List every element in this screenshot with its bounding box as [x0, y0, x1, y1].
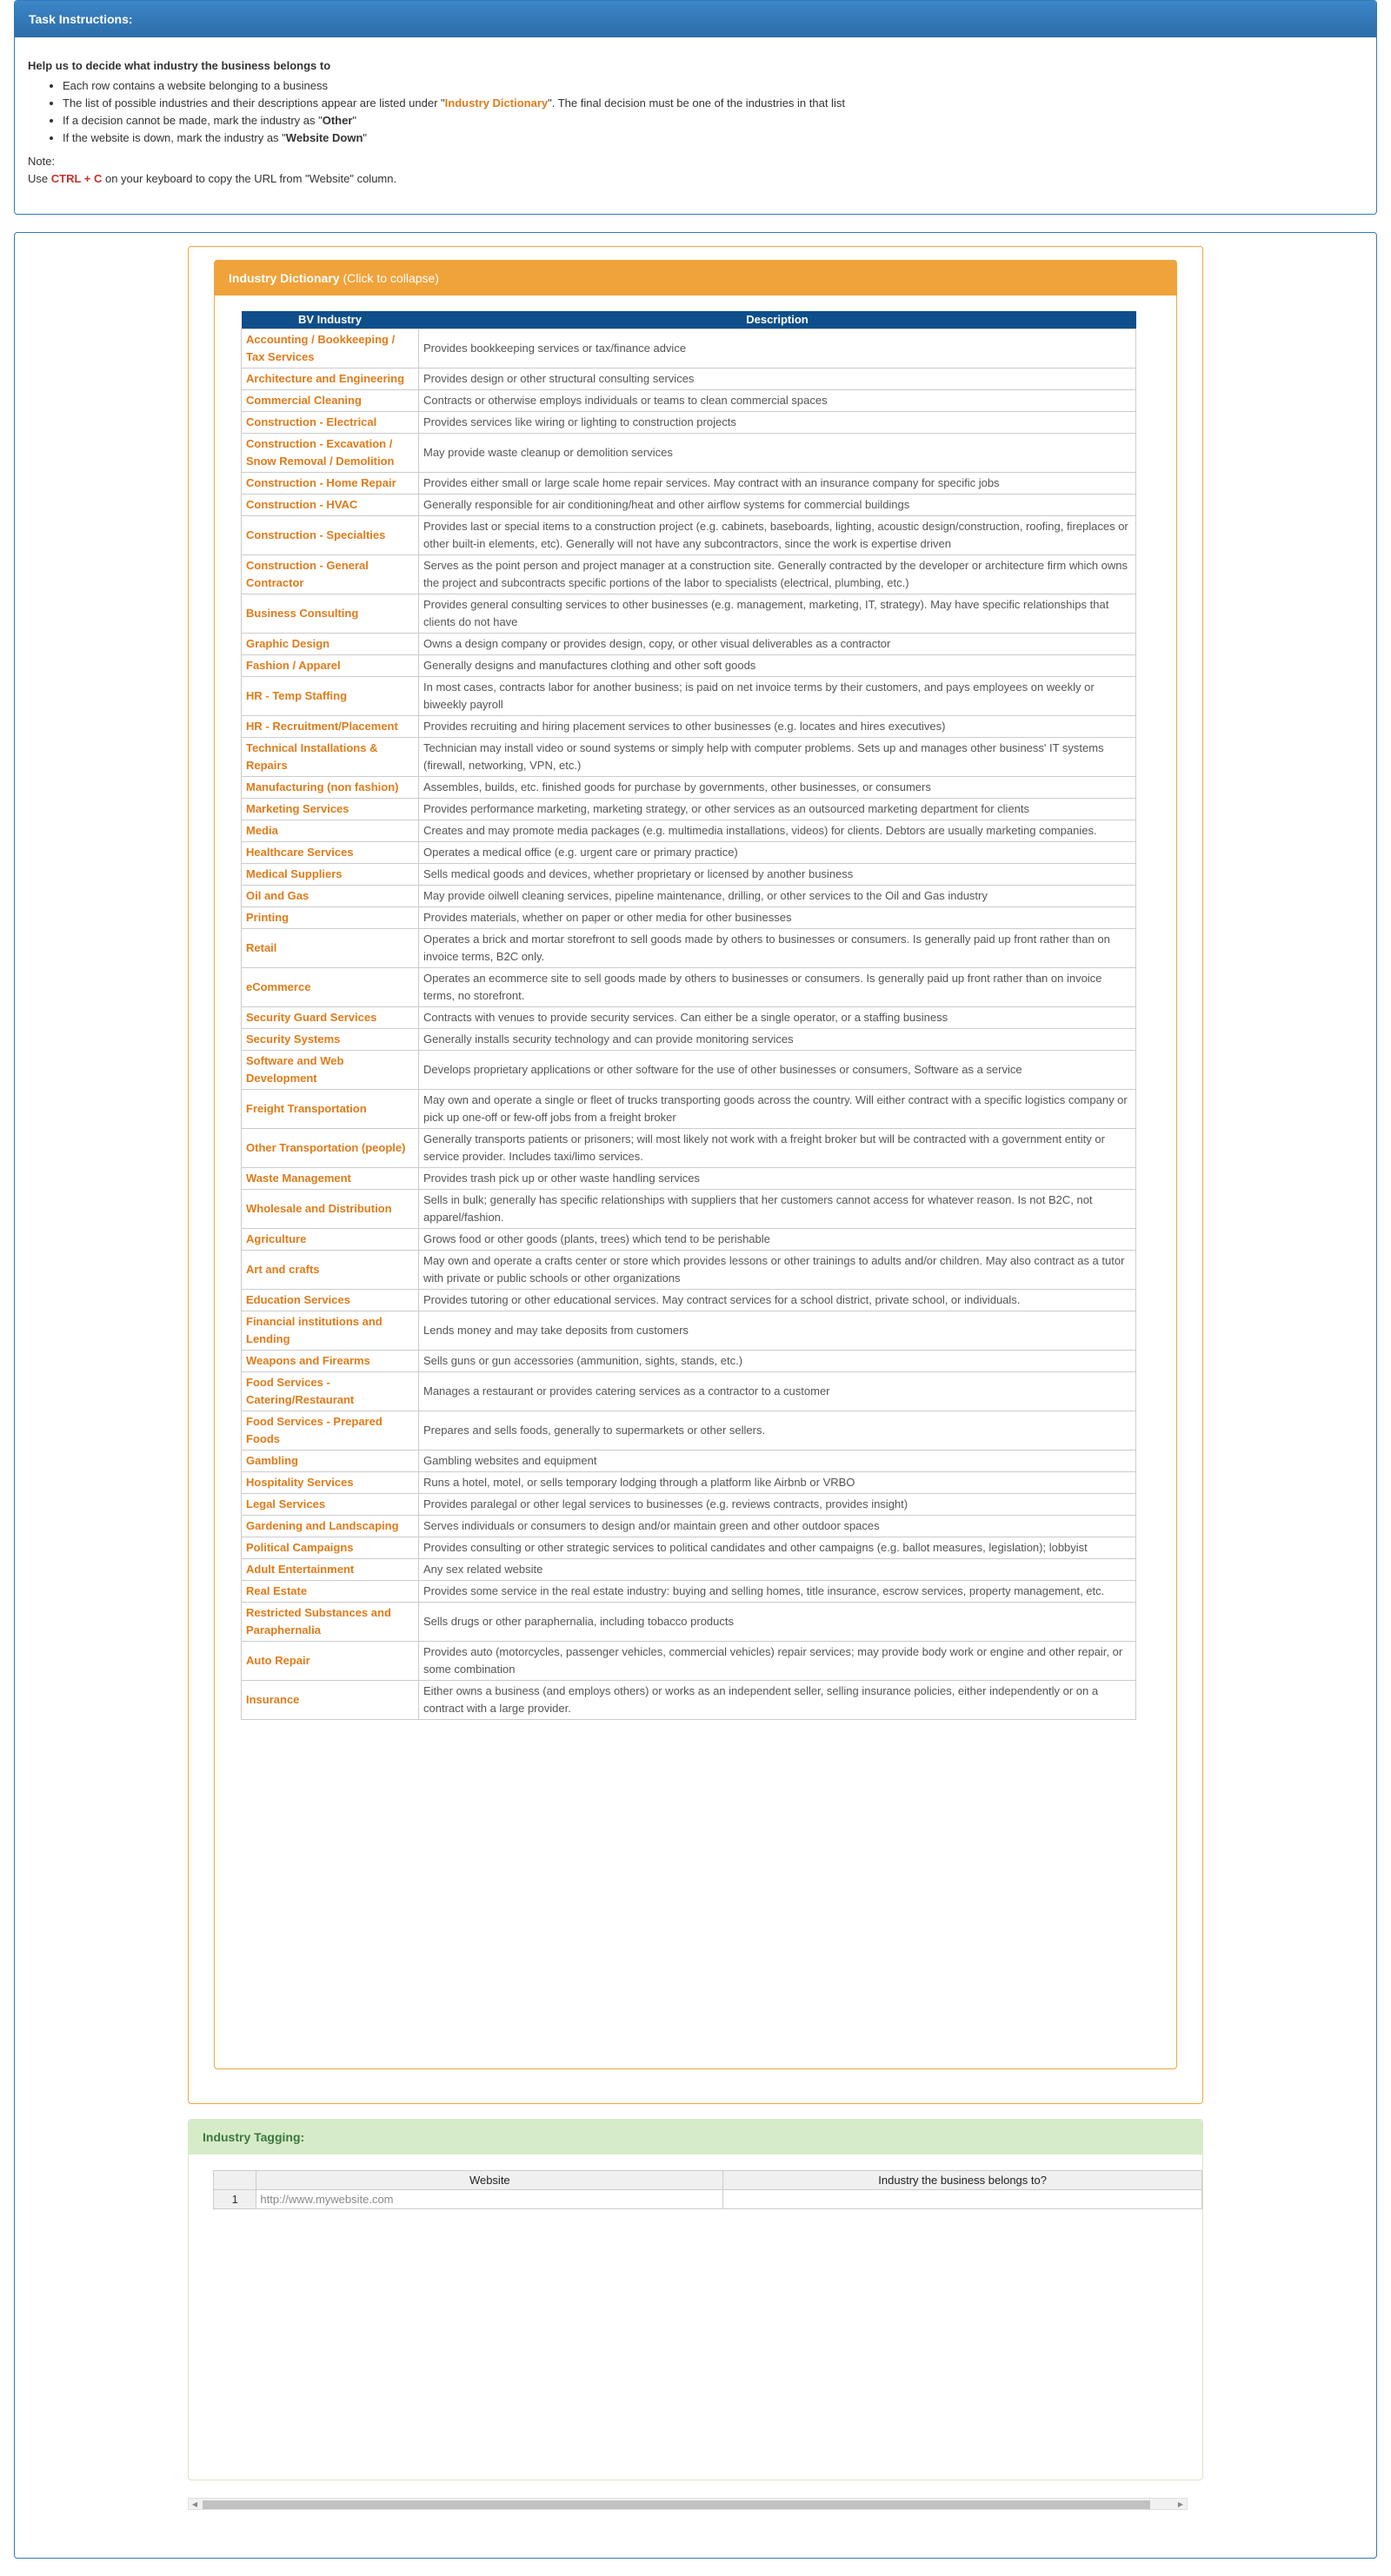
dictionary-industry-name: Healthcare Services — [242, 841, 419, 863]
dictionary-industry-description: Provides general consulting services to other businesses (e.g. management, marketing, IT, strategy). May have specific relationships that clients do not have — [419, 594, 1136, 633]
dictionary-industry-name: Medical Suppliers — [242, 863, 419, 885]
dictionary-row — [242, 554, 1136, 594]
dictionary-industry-description: Serves as the point person and project manager at a construction site. Generally contracted by the developer or architecture firm which owns the project and subcontracts specific portions of the labor to specialists (electrical, plumbing, etc.) — [419, 554, 1136, 594]
other-keyword: Other — [322, 114, 353, 127]
col-header-industry-belongs: Industry the business belongs to? — [723, 2171, 1202, 2190]
dictionary-industry-name: HR - Temp Staffing — [242, 676, 419, 715]
dictionary-industry-description: Lends money and may take deposits from customers — [419, 1311, 1136, 1350]
dictionary-row — [242, 1350, 1136, 1371]
dictionary-row — [242, 329, 1136, 368]
help-title: Help us to decide what industry the business belongs to — [28, 59, 331, 72]
dictionary-industry-description: Provides bookkeeping services or tax/finance advice — [419, 329, 1136, 368]
dictionary-industry-name: Technical Installations & Repairs — [242, 737, 419, 776]
dictionary-industry-description: Runs a hotel, motel, or sells temporary lodging through a platform like Airbnb or VRBO — [419, 1471, 1136, 1493]
dictionary-row — [242, 676, 1136, 715]
dictionary-industry-name: Construction - HVAC — [242, 494, 419, 515]
dictionary-industry-name: Software and Web Development — [242, 1050, 419, 1089]
dictionary-row — [242, 776, 1136, 798]
dictionary-row — [242, 1471, 1136, 1493]
instruction-item: • If the website is down, mark the industry as "Website Down" — [63, 129, 1363, 147]
dictionary-row — [242, 411, 1136, 433]
dictionary-row — [242, 885, 1136, 906]
dictionary-industry-description: Serves individuals or consumers to design and/or maintain green and other outdoor spaces — [419, 1515, 1136, 1537]
dictionary-row — [242, 1641, 1136, 1680]
instruction-item: • Each row contains a website belonging to a business — [63, 77, 1363, 95]
dictionary-industry-name: Legal Services — [242, 1493, 419, 1515]
dictionary-row — [242, 798, 1136, 820]
dictionary-row — [242, 1028, 1136, 1050]
grid-corner — [214, 2171, 256, 2190]
dictionary-industry-name: Political Campaigns — [242, 1537, 419, 1558]
dictionary-industry-name: Business Consulting — [242, 594, 419, 633]
dictionary-industry-name: Real Estate — [242, 1580, 419, 1602]
scrollbar-track[interactable] — [188, 2498, 1188, 2510]
dictionary-industry-description: Provides materials, whether on paper or other media for other businesses — [419, 906, 1136, 928]
dictionary-industry-name: Security Systems — [242, 1028, 419, 1050]
dictionary-row — [242, 1515, 1136, 1537]
dictionary-row — [242, 1128, 1136, 1167]
task-instructions-header: Task Instructions: — [15, 1, 1376, 37]
dictionary-industry-name: Restricted Substances and Paraphernalia — [242, 1602, 419, 1641]
dictionary-industry-name: Graphic Design — [242, 633, 419, 654]
dictionary-row — [242, 1558, 1136, 1580]
dictionary-industry-name: Art and crafts — [242, 1250, 419, 1289]
dictionary-row — [242, 1189, 1136, 1228]
col-header-website: Website — [256, 2171, 723, 2190]
dictionary-industry-name: Construction - Specialties — [242, 515, 419, 554]
instruction-item: • If a decision cannot be made, mark the industry as "Other" — [63, 112, 1363, 129]
dictionary-industry-name: Food Services - Catering/Restaurant — [242, 1371, 419, 1411]
dictionary-industry-name: Accounting / Bookkeeping / Tax Services — [242, 329, 419, 368]
dictionary-row — [242, 1411, 1136, 1450]
dictionary-industry-description: Contracts with venues to provide security services. Can either be a single operator, or a staffing business — [419, 1006, 1136, 1028]
dictionary-industry-description: Owns a design company or provides design, copy, or other visual deliverables as a contractor — [419, 633, 1136, 654]
dictionary-row — [242, 1089, 1136, 1128]
dictionary-industry-description: Provides auto (motorcycles, passenger vehicles, commercial vehicles) repair services; may provide body work or engine and other repair, or some combination — [419, 1641, 1136, 1680]
industry-tagging-header: Industry Tagging: — [189, 2120, 1202, 2154]
dictionary-row — [242, 1167, 1136, 1189]
dictionary-row — [242, 1289, 1136, 1311]
dictionary-industry-name: Freight Transportation — [242, 1089, 419, 1128]
dictionary-row — [242, 389, 1136, 411]
dictionary-industry-description: Either owns a business (and employs others) or works as an independent seller, selling insurance policies, either independently or on a contract with a large provider. — [419, 1680, 1136, 1719]
dictionary-industry-description: May provide oilwell cleaning services, pipeline maintenance, drilling, or other services to the Oil and Gas industry — [419, 885, 1136, 906]
dictionary-industry-name: Other Transportation (people) — [242, 1128, 419, 1167]
dictionary-industry-description: Develops proprietary applications or other software for the use of other businesses or consumers, Software as a service — [419, 1050, 1136, 1089]
dictionary-industry-name: Agriculture — [242, 1228, 419, 1250]
dictionary-industry-description: Generally responsible for air conditioning/heat and other airflow systems for commercial buildings — [419, 494, 1136, 515]
dictionary-row — [242, 1371, 1136, 1411]
dictionary-industry-description: Provides design or other structural consulting services — [419, 368, 1136, 389]
dictionary-industry-name: Auto Repair — [242, 1641, 419, 1680]
instructions-list — [28, 77, 1363, 147]
col-header-industry: BV Industry — [242, 311, 419, 329]
dictionary-industry-description: Generally transports patients or prisoners; will most likely not work with a freight broker but will be contracted with a government entity or service provider. Includes taxi/limo services. — [419, 1128, 1136, 1167]
dictionary-industry-description: Provides some service in the real estate industry: buying and selling homes, title insurance, escrow services, property management, etc. — [419, 1580, 1136, 1602]
dictionary-industry-name: HR - Recruitment/Placement — [242, 715, 419, 737]
dictionary-industry-name: Construction - Electrical — [242, 411, 419, 433]
dictionary-industry-description: Provides tutoring or other educational services. May contract services for a school district, private school, or individuals. — [419, 1289, 1136, 1311]
industry-dictionary-panel — [214, 260, 1177, 2069]
dictionary-industry-name: Oil and Gas — [242, 885, 419, 906]
dictionary-row — [242, 654, 1136, 676]
dictionary-industry-description: Any sex related website — [419, 1558, 1136, 1580]
dictionary-industry-name: Construction - General Contractor — [242, 554, 419, 594]
dictionary-industry-name: Weapons and Firearms — [242, 1350, 419, 1371]
note-text: Use CTRL + C on your keyboard to copy the URL from "Website" column. — [28, 172, 397, 185]
dictionary-industry-description: Operates an ecommerce site to sell goods made by others to businesses or consumers. Is generally paid up front rather than on invoice terms, no storefront. — [419, 967, 1136, 1006]
tagging-grid — [213, 2170, 1202, 2209]
dictionary-row — [242, 433, 1136, 472]
dictionary-industry-description: Sells drugs or other paraphernalia, including tobacco products — [419, 1602, 1136, 1641]
tagging-row — [214, 2190, 1202, 2209]
website-down-keyword: Website Down — [285, 131, 363, 144]
dictionary-row — [242, 967, 1136, 1006]
col-header-description: Description — [419, 311, 1136, 329]
dictionary-row — [242, 594, 1136, 633]
dictionary-industry-description: May own and operate a single or fleet of trucks transporting goods across the country. Will either contract with a specific logistics company or pick up one-off or few-off jobs from a freight broker — [419, 1089, 1136, 1128]
dictionary-industry-description: Prepares and sells foods, generally to supermarkets or other sellers. — [419, 1411, 1136, 1450]
dictionary-industry-name: Adult Entertainment — [242, 1558, 419, 1580]
dictionary-industry-description: May own and operate a crafts center or store which provides lessons or other trainings to adults and/or children. May also contract as a tutor with private or public schools or other organizations — [419, 1250, 1136, 1289]
dictionary-industry-description: Provides recruiting and hiring placement services to other businesses (e.g. locates and hires executives) — [419, 715, 1136, 737]
dictionary-industry-description: Provides either small or large scale home repair services. May contract with an insurance company for specific jobs — [419, 472, 1136, 494]
dictionary-industry-description: Provides performance marketing, marketing strategy, or other services as an outsourced marketing department for clients — [419, 798, 1136, 820]
dictionary-industry-name: Construction - Excavation / Snow Removal / Demolition — [242, 433, 419, 472]
dictionary-row — [242, 1006, 1136, 1028]
dictionary-industry-name: Fashion / Apparel — [242, 654, 419, 676]
dictionary-row — [242, 715, 1136, 737]
dictionary-industry-description: Creates and may promote media packages (e.g. multimedia installations, videos) for clients. Debtors are usually marketing companies. — [419, 820, 1136, 841]
collapse-hint: (Click to collapse) — [339, 271, 439, 285]
dictionary-industry-name: Marketing Services — [242, 798, 419, 820]
dictionary-industry-name: Media — [242, 820, 419, 841]
dictionary-industry-name: Construction - Home Repair — [242, 472, 419, 494]
dictionary-row — [242, 472, 1136, 494]
dictionary-industry-name: Education Services — [242, 1289, 419, 1311]
dictionary-industry-description: Assembles, builds, etc. finished goods for purchase by governments, other businesses, or consumers — [419, 776, 1136, 798]
dictionary-row — [242, 1580, 1136, 1602]
dictionary-industry-description: Technician may install video or sound systems or simply help with computer problems. Sets up and manages other business' IT systems (firewall, networking, VPN, etc.) — [419, 737, 1136, 776]
task-instructions-panel — [14, 0, 1377, 215]
dictionary-row — [242, 1228, 1136, 1250]
dictionary-industry-name: Security Guard Services — [242, 1006, 419, 1028]
dictionary-row — [242, 841, 1136, 863]
dictionary-industry-name: Architecture and Engineering — [242, 368, 419, 389]
dictionary-row — [242, 1450, 1136, 1471]
note-block — [28, 153, 1363, 188]
industry-dictionary-title: Industry Dictionary — [229, 271, 340, 285]
dictionary-industry-description: Sells guns or gun accessories (ammunition, sights, stands, etc.) — [419, 1350, 1136, 1371]
arrow-right-icon[interactable]: ▶ — [1177, 2500, 1184, 2508]
dictionary-row — [242, 863, 1136, 885]
dictionary-industry-description: Gambling websites and equipment — [419, 1450, 1136, 1471]
dictionary-industry-name: Gambling — [242, 1450, 419, 1471]
dictionary-row — [242, 1311, 1136, 1350]
dictionary-row — [242, 737, 1136, 776]
dictionary-industry-description: Manages a restaurant or provides catering services as a contractor to a customer — [419, 1371, 1136, 1411]
dictionary-industry-description: Provides paralegal or other legal services to businesses (e.g. reviews contracts, provides insight) — [419, 1493, 1136, 1515]
dictionary-industry-name: Commercial Cleaning — [242, 389, 419, 411]
dictionary-row — [242, 820, 1136, 841]
dictionary-industry-description: In most cases, contracts labor for another business; is paid on net invoice terms by their customers, and pays employees on weekly or biweekly payroll — [419, 676, 1136, 715]
arrow-left-icon[interactable]: ◀ — [191, 2500, 198, 2508]
dictionary-industry-name: Financial institutions and Lending — [242, 1311, 419, 1350]
dictionary-row — [242, 928, 1136, 967]
dictionary-row — [242, 633, 1136, 654]
industry-tagging-panel — [188, 2119, 1203, 2480]
industry-dictionary-header[interactable] — [215, 261, 1176, 295]
instruction-item: • The list of possible industries and their descriptions appear are listed under "Industry Dictionary". The final decision must be one of the industries in that list — [63, 95, 1363, 112]
dictionary-industry-description: Grows food or other goods (plants, trees) which tend to be perishable — [419, 1228, 1136, 1250]
dictionary-industry-description: Provides last or special items to a construction project (e.g. cabinets, baseboards, lighting, acoustic design/construction, roofing, fireplaces or other built-in elements, etc). Generally will not have any subcontractors, since the work is expertise driven — [419, 515, 1136, 554]
dictionary-row — [242, 1250, 1136, 1289]
website-cell[interactable]: http://www.mywebsite.com — [256, 2190, 723, 2209]
dictionary-row — [242, 1537, 1136, 1558]
dictionary-row — [242, 1493, 1136, 1515]
dictionary-industry-description: May provide waste cleanup or demolition services — [419, 433, 1136, 472]
dictionary-industry-name: Retail — [242, 928, 419, 967]
dictionary-industry-description: Provides consulting or other strategic services to political candidates and other campaigns (e.g. ballot measures, legislation); lobbyist — [419, 1537, 1136, 1558]
dictionary-industry-description: Sells medical goods and devices, whether proprietary or licensed by another business — [419, 863, 1136, 885]
dictionary-industry-name: eCommerce — [242, 967, 419, 1006]
row-number: 1 — [214, 2190, 256, 2209]
dictionary-row — [242, 515, 1136, 554]
dictionary-industry-description: Sells in bulk; generally has specific relationships with suppliers that her customers cannot access for whatever reason. Is not B2C, not apparel/fashion. — [419, 1189, 1136, 1228]
dictionary-industry-name: Wholesale and Distribution — [242, 1189, 419, 1228]
industry-dictionary-keyword: Industry Dictionary — [444, 96, 549, 110]
dictionary-industry-description: Operates a brick and mortar storefront to sell goods made by others to businesses or consumers. Is generally paid up front rather than on invoice terms, B2C only. — [419, 928, 1136, 967]
dictionary-industry-name: Manufacturing (non fashion) — [242, 776, 419, 798]
dictionary-industry-name: Food Services - Prepared Foods — [242, 1411, 419, 1450]
dictionary-industry-description: Contracts or otherwise employs individuals or teams to clean commercial spaces — [419, 389, 1136, 411]
dictionary-row — [242, 368, 1136, 389]
dictionary-industry-name: Gardening and Landscaping — [242, 1515, 419, 1537]
dictionary-industry-name: Printing — [242, 906, 419, 928]
dictionary-industry-name: Waste Management — [242, 1167, 419, 1189]
dictionary-industry-name: Hospitality Services — [242, 1471, 419, 1493]
dictionary-industry-description: Provides services like wiring or lighting to construction projects — [419, 411, 1136, 433]
dictionary-industry-name: Insurance — [242, 1680, 419, 1719]
dictionary-industry-description: Provides trash pick up or other waste handling services — [419, 1167, 1136, 1189]
dictionary-industry-description: Operates a medical office (e.g. urgent care or primary practice) — [419, 841, 1136, 863]
dictionary-row — [242, 494, 1136, 515]
horizontal-scrollbar[interactable] — [0, 2498, 1391, 2510]
dictionary-row — [242, 906, 1136, 928]
dictionary-industry-description: Generally designs and manufactures clothing and other soft goods — [419, 654, 1136, 676]
dictionary-row — [242, 1602, 1136, 1641]
ctrl-c-keyword: CTRL + C — [50, 172, 103, 185]
industry-cell[interactable] — [723, 2190, 1202, 2209]
scrollbar-thumb[interactable] — [203, 2500, 1150, 2509]
note-label: Note: — [28, 155, 56, 168]
dictionary-row — [242, 1050, 1136, 1089]
industry-dictionary-table — [241, 311, 1136, 1720]
dictionary-industry-description: Generally installs security technology and can provide monitoring services — [419, 1028, 1136, 1050]
dictionary-row — [242, 1680, 1136, 1719]
